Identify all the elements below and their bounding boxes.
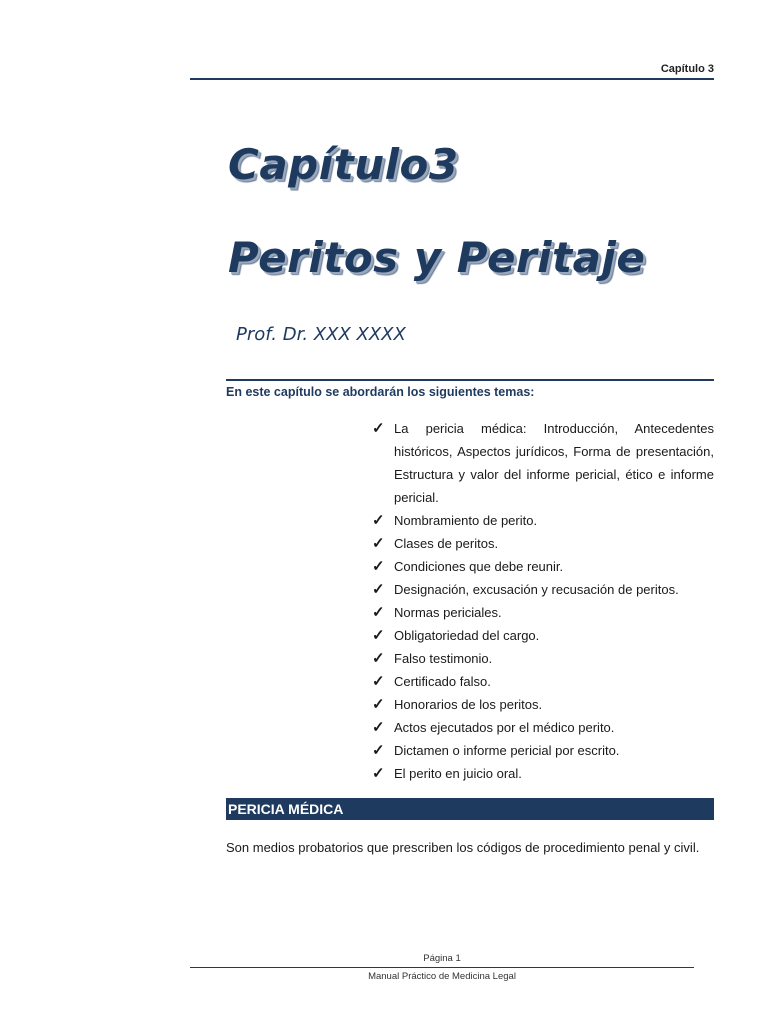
section-paragraph: Son medios probatorios que prescriben los códigos de procedimiento penal y civil.	[226, 840, 700, 855]
page-number	[0, 953, 768, 964]
list-item	[370, 739, 714, 762]
list-item	[370, 578, 714, 601]
topic-text: Normas periciales.	[394, 605, 502, 620]
topics-divider	[226, 379, 714, 381]
topic-text: Designación, excusación y recusación de peritos.	[394, 582, 679, 597]
checkmark-icon: ✓	[372, 558, 385, 575]
checkmark-icon: ✓	[372, 696, 385, 713]
checkmark-icon: ✓	[372, 742, 385, 759]
topics-intro: En este capítulo se abordarán los siguientes temas:	[226, 385, 535, 399]
checkmark-icon: ✓	[372, 604, 385, 621]
list-item	[370, 532, 714, 555]
topic-text: La pericia médica: Introducción, Antecedentes históricos, Aspectos jurídicos, Forma de presentación, Estructura y valor del informe pericial, ético e informe pericial.	[394, 421, 714, 505]
topic-text: Falso testimonio.	[394, 651, 493, 666]
list-item	[370, 670, 714, 693]
checkmark-icon: ✓	[372, 719, 385, 736]
topic-text: El perito en juicio oral.	[394, 766, 522, 781]
topic-text: Honorarios de los peritos.	[394, 697, 543, 712]
list-item	[370, 647, 714, 670]
running-header: Capítulo 3	[660, 63, 714, 75]
list-item	[370, 417, 714, 509]
section-heading: PERICIA MÉDICA	[228, 801, 344, 817]
topic-text: Condiciones que debe reunir.	[394, 559, 564, 574]
checkmark-icon: ✓	[372, 512, 385, 529]
header-divider	[190, 78, 714, 80]
topic-text: Dictamen o informe pericial por escrito.	[394, 743, 620, 758]
list-item	[370, 509, 714, 532]
list-item	[370, 624, 714, 647]
list-item	[370, 601, 714, 624]
topic-text: Obligatoriedad del cargo.	[394, 628, 540, 643]
list-item	[370, 762, 714, 785]
topic-text: Clases de peritos.	[394, 536, 499, 551]
topic-text: Nombramiento de perito.	[394, 513, 538, 528]
chapter-author: Prof. Dr. XXX XXXX	[236, 324, 406, 345]
book-title-footer: Manual Práctico de Medicina Legal	[368, 971, 516, 982]
topic-text: Certificado falso.	[394, 674, 491, 689]
list-item	[370, 693, 714, 716]
list-item	[370, 716, 714, 739]
checkmark-icon: ✓	[372, 765, 385, 782]
page-number-text: Página 1	[423, 953, 461, 964]
list-item	[370, 555, 714, 578]
checkmark-icon: ✓	[372, 650, 385, 667]
section-heading-bar	[226, 798, 714, 820]
footer-divider	[190, 967, 694, 968]
topics-list	[370, 417, 714, 785]
chapter-title: Peritos y Peritaje	[228, 233, 646, 282]
topic-text: Actos ejecutados por el médico perito.	[394, 720, 615, 735]
checkmark-icon: ✓	[372, 420, 385, 437]
checkmark-icon: ✓	[372, 627, 385, 644]
checkmark-icon: ✓	[372, 581, 385, 598]
checkmark-icon: ✓	[372, 535, 385, 552]
checkmark-icon: ✓	[372, 673, 385, 690]
chapter-number-title: Capítulo3	[228, 140, 459, 189]
